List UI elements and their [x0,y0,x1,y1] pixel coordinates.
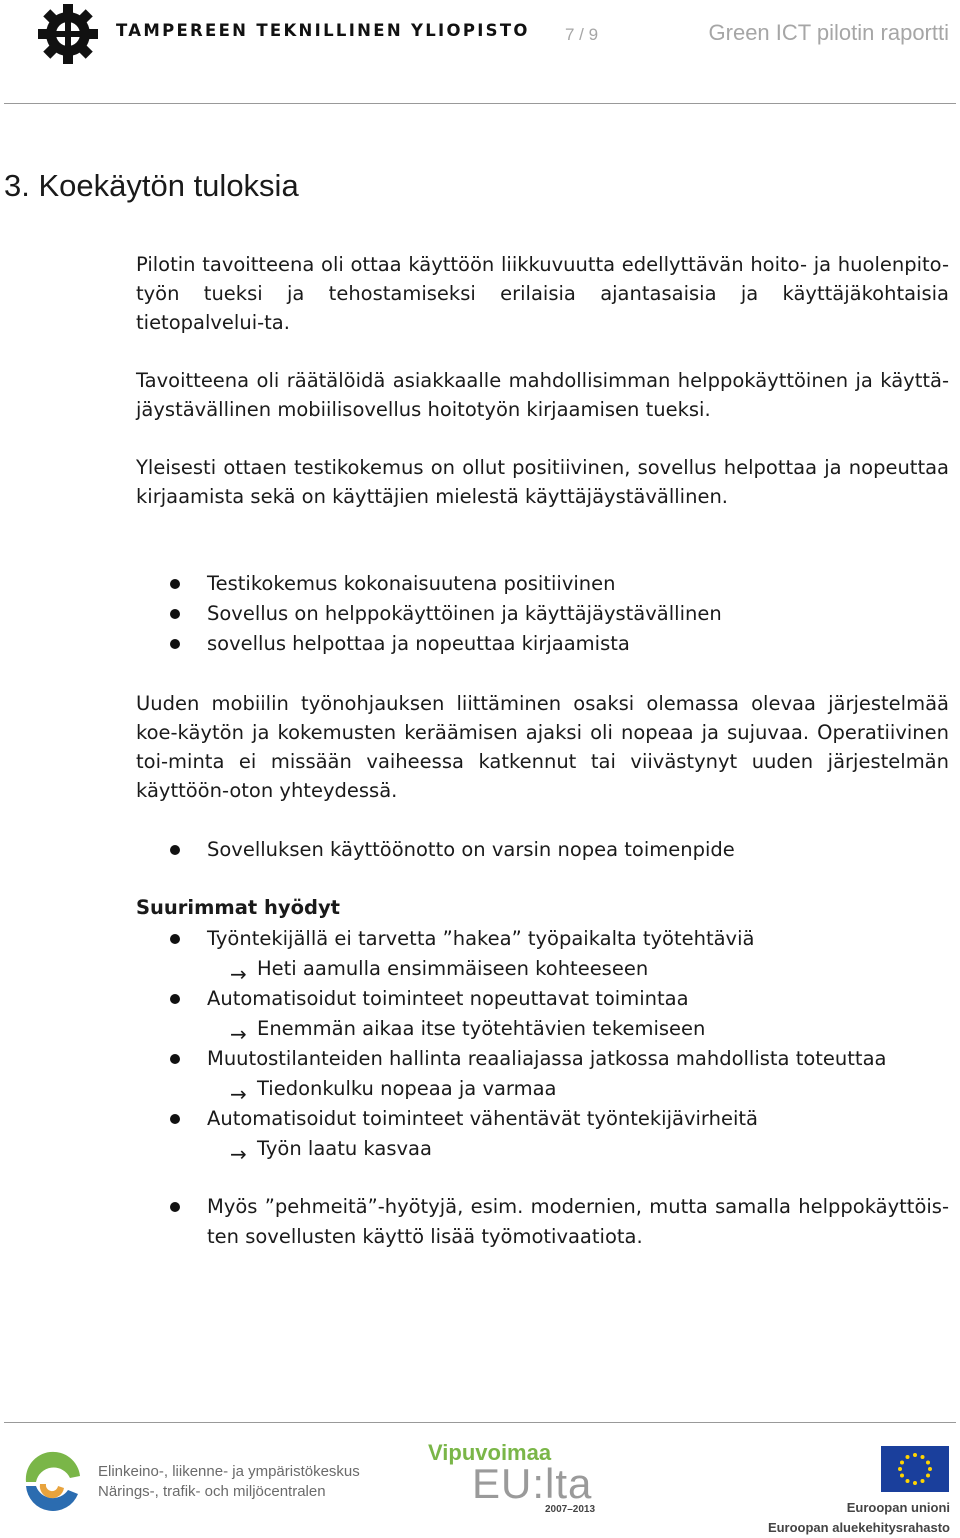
ely-centre-logo-icon [18,1446,88,1518]
footer-divider [4,1422,956,1423]
arrow-right-icon: → [230,1082,247,1106]
list-item: Myös ”pehmeitä”-hyötyjä, esim. modernien, mutta samalla helppokäyttöis-ten sovellusten käyttö lisää työmotivaatiota. [0,1192,949,1252]
header-divider [4,103,956,104]
bullet-icon [170,1114,180,1124]
list-item: Sovelluksen käyttöönotto on varsin nopea toimenpide [0,835,949,865]
bullet-icon [170,845,180,855]
page-header [0,0,960,104]
eu-lta-logo-text: EU:lta [472,1460,593,1507]
soft-benefits-list [0,1192,960,1252]
university-name: TAMPEREEN TEKNILLINEN YLIOPISTO [116,21,530,40]
list-item: Työntekijällä ei tarvetta ”hakea” työpaikalta työtehtäviä [0,924,949,954]
page-number: 7 / 9 [565,25,599,44]
benefits-list [0,924,960,1164]
list-item: Automatisoidut toiminteet nopeuttavat toimintaa [0,984,949,1014]
tut-gear-logo-icon [36,2,100,66]
results-list [0,569,960,659]
benefits-heading: Suurimmat hyödyt [136,896,340,919]
report-title: Green ICT pilotin raportti [708,20,949,45]
paragraph-integration: Uuden mobiilin työnohjauksen liittäminen osaksi olemassa olevaa järjestelmää koe-käytön ja kokemusten keräämisen ajaksi oli nopeaa ja sujuvaa. Operatiivinen toi-minta ei missään vaiheessa katkennut tai viivästynyt uuden järjestelmän käyttöön-oton yhteydessä. [136,692,949,802]
benefit-consequence: → Heti aamulla ensimmäiseen kohteeseen [0,954,960,984]
arrow-right-icon: → [230,962,247,986]
arrow-right-icon: → [230,1022,247,1046]
arrow-right-icon: → [230,1142,247,1166]
bullet-icon [170,639,180,649]
deployment-list [0,835,960,865]
vipuvoimaa-logo-text: Vipuvoimaa [428,1440,552,1465]
benefit-consequence: → Työn laatu kasvaa [0,1134,960,1164]
list-item: Sovellus on helppokäyttöinen ja käyttäjäystävällinen [0,599,949,629]
programme-years: 2007–2013 [545,1504,596,1515]
eu-flag-icon [881,1446,949,1492]
bullet-icon [170,609,180,619]
bullet-icon [170,579,180,589]
bullet-icon [170,934,180,944]
benefit-consequence: → Tiedonkulku nopeaa ja varmaa [0,1074,960,1104]
list-item: Muutostilanteiden hallinta reaaliajassa jatkossa mahdollista toteuttaa [0,1044,949,1074]
eu-fund-name: Euroopan unioni Euroopan aluekehitysrahasto [767,1500,950,1535]
list-item: Automatisoidut toiminteet vähentävät työntekijävirheitä [0,1104,949,1134]
bullet-icon [170,1202,180,1212]
paragraph-target: Tavoitteena oli räätälöidä asiakkaalle mahdollisimman helppokäyttöinen ja käyttä-jäystävällinen mobiilisovellus hoitotyön kirjaamisen tueksi. [136,369,949,421]
bullet-icon [170,994,180,1004]
paragraph-general: Yleisesti ottaen testikokemus on ollut positiivinen, sovellus helpottaa ja nopeuttaa kirjaamista sekä on käyttäjien mielestä käyttäjäystävällinen. [136,456,949,508]
benefit-consequence: → Enemmän aikaa itse työtehtävien tekemiseen [0,1014,960,1044]
paragraph-goal: Pilotin tavoitteena oli ottaa käyttöön liikkuvuutta edellyttävän hoito- ja huolenpito-työn tueksi ja tehostamiseksi erilaisia ajantasaisia ja käyttäjäkohtaisia tietopalvelui-ta. [136,253,949,334]
section-title: 3. Koekäytön tuloksia [4,168,299,203]
ely-centre-name: Elinkeino-, liikenne- ja ympäristökeskus Närings-, trafik- och miljöcentralen [98,1463,360,1500]
list-item: Testikokemus kokonaisuutena positiivinen [0,569,949,599]
bullet-icon [170,1054,180,1064]
list-item: sovellus helpottaa ja nopeuttaa kirjaamista [0,629,949,659]
